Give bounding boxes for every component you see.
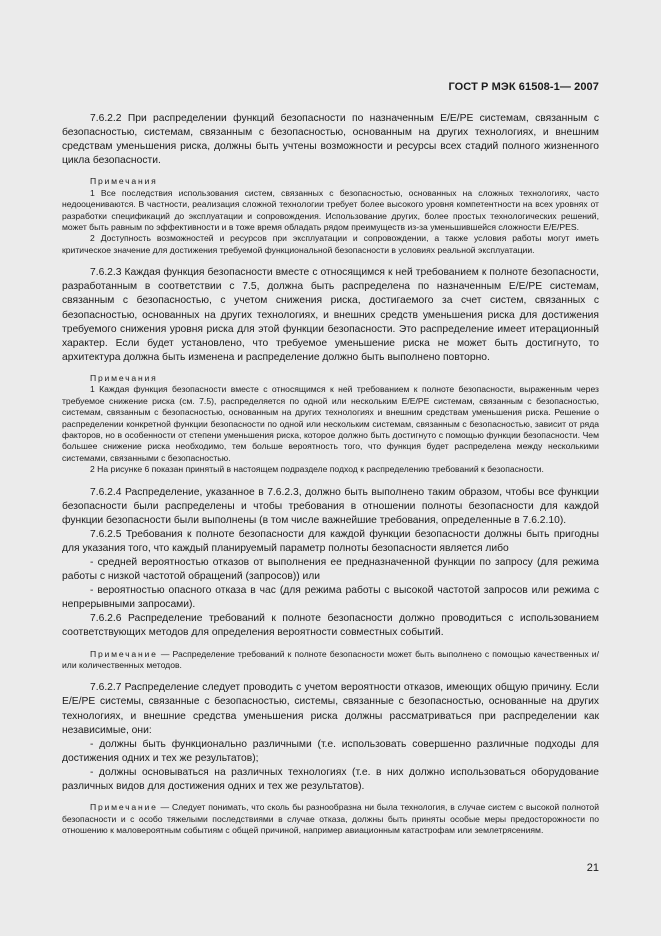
clause-7-6-2-4: 7.6.2.4 Распределение, указанное в 7.6.2.3, должно быть выполнено таким образом, чтобы все функции безопасности были распределены и чтобы требования в отношении полноты безопасности для каждой функции безопасности были выполнены (в том числе важнейшие требования, определенные в 7.6.2.10). [62, 486, 599, 526]
clause-7-6-2-7: 7.6.2.7 Распределение следует проводить с учетом вероятности отказов, имеющих общую причину. Если E/E/PE системы, связанные с безопасностью, системы, связанные с безопасностью, основанные на других технологиях, и внешние средства уменьшения риска должны рассматриваться при распределении как независимые, они: [62, 682, 599, 736]
note-item: 2 На рисунке 6 показан принятый в настоящем подразделе подход к распределению требований к безопасности. [90, 464, 544, 475]
note-item: 1 Все последствия использования систем, связанных с безопасностью, основанных на сложных технологиях, часто недооцениваются. В частности, реализация сложной технологии требует более высокого уровня компетентности на всех уровнях от разработки спецификаций до эксплуатации и сопровождения. Использование других, более простых технологических решений, может быть равным по эффективности и в тоже время обладать рядом преимуществ из-за уменьшившейся сложности E/E/PES. [62, 187, 599, 232]
notes-label: Примечания [90, 372, 158, 383]
clause-7-6-2-3: 7.6.2.3 Каждая функция безопасности вместе с относящимся к ней требованием к полноте безопасности, разработанным в соответствии с 7.5, должна быть распределена по назначенным E/E/PE системам, связанным с безопасностью, с учетом снижения риска, достигаемого за счет систем, связанных с безопасностью, основанных на других технологиях, и внешних средств уменьшения риска для достижения требуемого снижения уровня риска для этой функции безопасности. Это распределение имеет итерационный характер. Если будет установлено, что требуемое уменьшение риска не может быть достигнуто, то архитектура должна быть изменена и распределение должно быть выполнено повторно. [62, 267, 599, 363]
note-item: 2 Доступность возможностей и ресурсов при эксплуатации и сопровождении, а также условия работы могут иметь критическое значение для достижения требуемой функциональной безопасности в условиях реальной эксплуатации. [62, 233, 599, 255]
note-text: — Следует понимать, что сколь бы разнообразна ни была технология, в случае систем с высокой полнотой безопасности и с особо тяжелыми последствиями в случае отказа, должны быть приняты особые меры предосторожности по отношению к маловероятным событиям с общей причиной, например авиационным катастрофам или землетрясениям. [62, 802, 599, 835]
note-item: 1 Каждая функция безопасности вместе с относящимся к ней требованием к полноте безопасности, выраженным через требуемое снижение риска (см. 7.5), распределяется по одной или нескольким E/E/PE системам, связанным с безопасностью, системам, связанным с безопасностью, основанным на других технологиях и внешним средствам уменьшения риска. Решение о распределении конкретной функции безопасности по одной или нескольким системам, связанным с безопасностью, зависит от ряда факторов, но в особенности от степени уменьшения риска, которое должно быть достигнуто с помощью функции безопасности. Чем большее снижение риска необходимо, тем больше вероятность того, что функция будет распределена между несколькими системами, связанными с безопасностью. [62, 384, 599, 463]
list-item: - должны основываться на различных технологиях (т.е. в них должно использоваться оборудование различных видов для достижения одних и тех же результатов). [62, 766, 599, 793]
note-single [62, 802, 599, 836]
note-label: Примечание [90, 802, 158, 813]
list-item: - должны быть функционально различными (т.е. использовать совершенно различные подходы для достижения одних и тех же результатов); [62, 738, 599, 764]
clause-7-6-2-2: 7.6.2.2 При распределении функций безопасности по назначенным E/E/PE системам, связанным с безопасностью, системам, связанным с безопасностью, основанным на других технологиях, и внешним средствам уменьшения риска, должны быть учтены возможности и ресурсы всех стадий полного жизненного цикла безопасности. [62, 113, 599, 167]
page-content [62, 112, 599, 836]
note-label: Примечание [90, 648, 158, 659]
page-number: 21 [586, 862, 599, 874]
note-single [62, 649, 599, 672]
list-item: - средней вероятностью отказов от выполнения ее предназначенной функции по запросу (для режима работы с низкой частотой обращений (запросов)) или [62, 557, 599, 583]
note-text: — Распределение требований к полноте безопасности может быть выполнено с помощью качественных и/или количественных методов. [62, 648, 599, 670]
list-item: - вероятностью опасного отказа в час (для режима работы с высокой частотой запросов или режима с непрерывными запросами). [62, 585, 599, 611]
clause-7-6-2-6: 7.6.2.6 Распределение требований к полноте безопасности должно проводиться с использованием соответствующих методов для определения вероятности совместных событий. [62, 613, 599, 639]
standard-header: ГОСТ Р МЭК 61508-1— 2007 [448, 81, 599, 93]
clause-7-6-2-5: 7.6.2.5 Требования к полноте безопасности для каждой функции безопасности должны быть пригодны для указания того, что каждый планируемый параметр полноты безопасности является либо [62, 528, 599, 554]
notes-label: Примечания [90, 176, 158, 187]
